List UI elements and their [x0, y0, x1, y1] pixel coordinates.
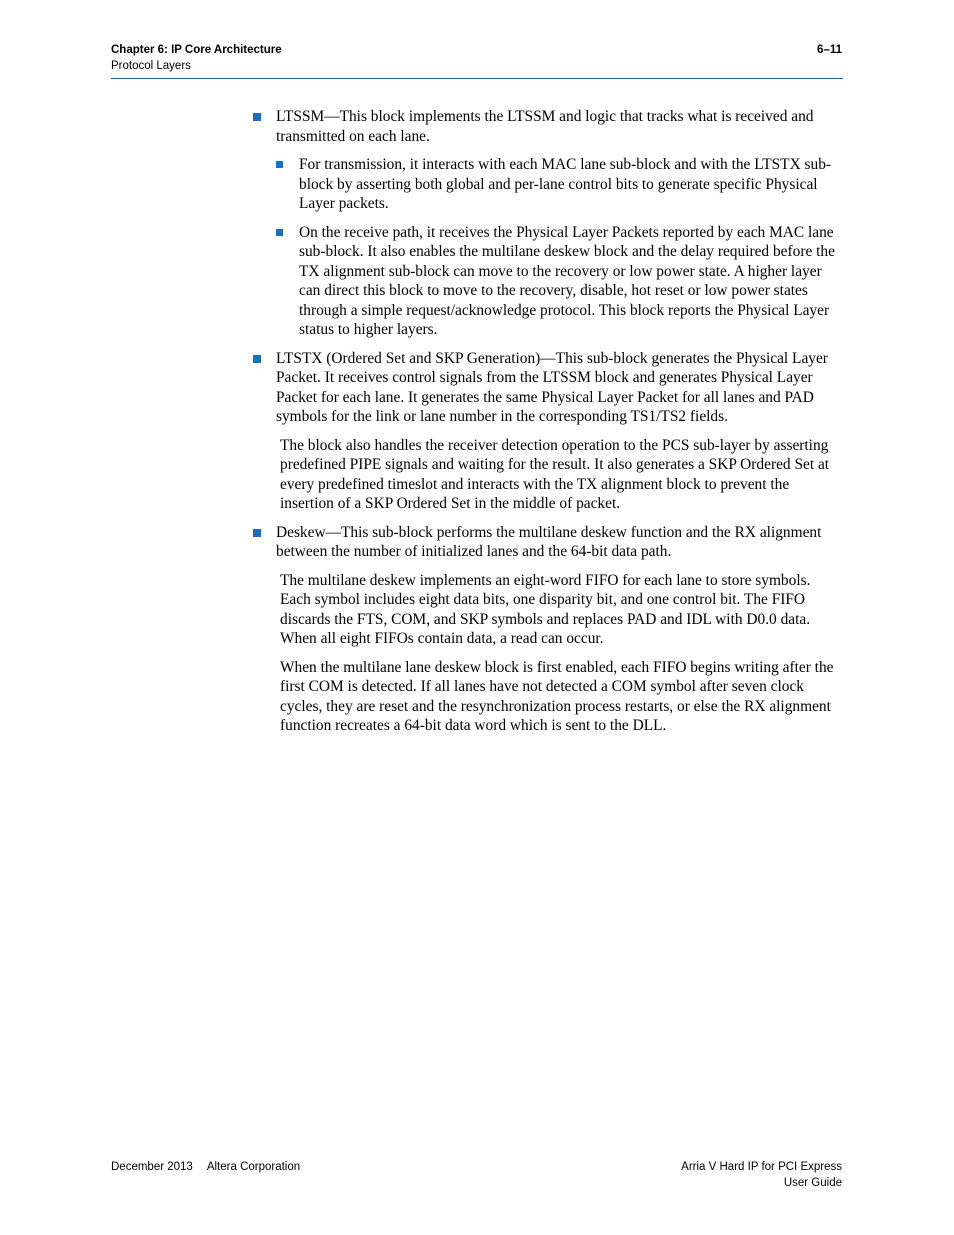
- footer-right: [681, 1159, 842, 1191]
- chapter-title: Chapter 6: IP Core Architecture: [111, 44, 282, 56]
- sub-bullet-text: On the receive path, it receives the Physical Layer Packets reported by each MAC lane sub-block. It also enables the multilane deskew block and the delay required before the TX alignment sub-block can move to the recovery or low power state. A higher layer can direct this block to move to the recovery, disable, hot reset or low power states through a simple request/acknowledge protocol. This block reports the Physical Layer status to higher layers.: [299, 223, 835, 338]
- footer-doc-subtitle: User Guide: [783, 1177, 842, 1189]
- bullet-text: LTSSM—This block implements the LTSSM and logic that tracks what is received and transmitted on each lane.: [276, 108, 814, 145]
- bullet-ltstx: [252, 349, 842, 427]
- footer-doc-title: Arria V Hard IP for PCI Express: [681, 1161, 842, 1173]
- page-number: 6–11: [817, 44, 842, 56]
- bullet-text: Deskew—This sub-block performs the multilane deskew function and the RX alignment between the number of initialized lanes and the 64-bit data path.: [276, 523, 822, 560]
- bullet-square-icon: [253, 113, 261, 121]
- sub-bullet-text: For transmission, it interacts with each MAC lane sub-block and with the LTSTX sub-block by asserting both global and per-lane control bits to generate specific Physical Layer packets.: [299, 156, 832, 212]
- bullet-ltssm: [252, 107, 842, 146]
- sub-bullet-receive: [252, 223, 842, 340]
- section-title: Protocol Layers: [111, 60, 191, 72]
- bullet-square-icon: [276, 161, 283, 168]
- paragraph-ltstx-detail: The block also handles the receiver detection operation to the PCS sub-layer by asserting predefined PIPE signals and waiting for the result. It also generates a SKP Ordered Set at every predefined timeslot and interacts with the TX alignment block to prevent the insertion of a SKP Ordered Set in the middle of packet.: [280, 436, 830, 512]
- footer-left: [111, 1159, 300, 1175]
- bullet-square-icon: [276, 229, 283, 236]
- page-body: [252, 107, 842, 745]
- sub-bullet-transmission: [252, 155, 842, 214]
- bullet-deskew: [252, 523, 842, 562]
- footer-date: December 2013: [111, 1161, 193, 1173]
- bullet-text: LTSTX (Ordered Set and SKP Generation)—This sub-block generates the Physical Layer Packet. It receives control signals from the LTSSM block and generates Physical Layer Packet for each lane. It generates the same Physical Layer Packet for all lanes and PAD symbols for the link or lane number in the corresponding TS1/TS2 fields.: [276, 349, 828, 425]
- page-header: [111, 42, 843, 79]
- paragraph-deskew-fifo: The multilane deskew implements an eight-word FIFO for each lane to store symbols. Each symbol includes eight data bits, one disparity bit, and one control bit. The FIFO discards the FTS, COM, and SKP symbols and replaces PAD and IDL with D0.0 data. When all eight FIFOs contain data, a read can occur.: [280, 571, 811, 647]
- paragraph-deskew-enable: When the multilane lane deskew block is first enabled, each FIFO begins writing after the first COM is detected. If all lanes have not detected a COM symbol after seven clock cycles, they are reset and the resynchronization process restarts, or else the RX alignment function recreates a 64-bit data word which is sent to the DLL.: [280, 658, 834, 734]
- bullet-square-icon: [253, 355, 261, 363]
- bullet-square-icon: [253, 529, 261, 537]
- footer-company: Altera Corporation: [206, 1161, 301, 1173]
